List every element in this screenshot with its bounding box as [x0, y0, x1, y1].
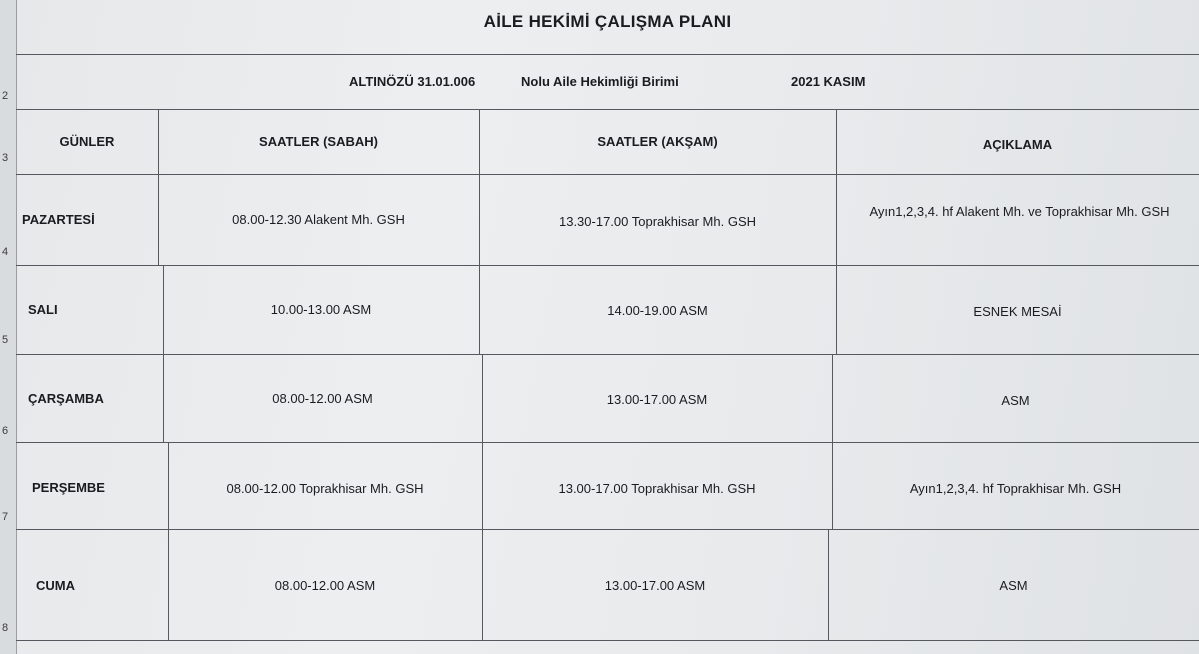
grid-line — [16, 442, 1199, 443]
grid-line — [158, 109, 159, 266]
row-number[interactable]: 5 — [2, 334, 9, 346]
evening-cell: 13.30-17.00 Toprakhisar Mh. GSH — [558, 214, 757, 229]
morning-cell: 08.00-12.00 Toprakhisar Mh. GSH — [226, 481, 424, 496]
row-number[interactable]: 2 — [2, 90, 9, 102]
header-morning: SAATLER (SABAH) — [259, 134, 378, 149]
day-cell: SALI — [28, 302, 58, 317]
unit-code: ALTINÖZÜ 31.01.006 — [349, 74, 476, 89]
grid-line — [168, 442, 169, 640]
page-title: AİLE HEKİMİ ÇALIŞMA PLANI — [483, 12, 732, 31]
evening-cell: 13.00-17.00 Toprakhisar Mh. GSH — [558, 481, 756, 496]
grid-line — [16, 354, 1199, 355]
grid-line — [16, 529, 1199, 530]
day-cell: PERŞEMBE — [32, 480, 105, 495]
note-cell: ASM — [999, 578, 1028, 593]
evening-cell: 14.00-19.00 ASM — [607, 303, 708, 318]
morning-cell: 08.00-12.00 ASM — [272, 391, 373, 406]
note-cell: Ayın1,2,3,4. hf Toprakhisar Mh. GSH — [909, 481, 1122, 496]
grid-line — [16, 109, 1199, 110]
header-days: GÜNLER — [59, 134, 115, 149]
row-number[interactable]: 8 — [2, 622, 9, 634]
grid-line — [16, 265, 1199, 266]
note-cell: ASM — [1001, 393, 1030, 408]
evening-cell: 13.00-17.00 ASM — [604, 578, 706, 593]
grid-line — [16, 640, 1199, 641]
row-number[interactable]: 4 — [2, 246, 9, 258]
grid-line — [832, 355, 833, 529]
grid-line — [16, 54, 1199, 55]
morning-cell: 10.00-13.00 ASM — [270, 302, 372, 317]
grid-line — [16, 174, 1199, 175]
day-cell: ÇARŞAMBA — [28, 391, 104, 406]
day-cell: PAZARTESİ — [22, 212, 95, 227]
unit-name: Nolu Aile Hekimliği Birimi — [521, 74, 679, 89]
day-cell: CUMA — [36, 578, 75, 593]
note-cell: ESNEK MESAİ — [973, 304, 1062, 319]
evening-cell: 13.00-17.00 ASM — [606, 392, 708, 407]
header-note: AÇIKLAMA — [982, 137, 1053, 152]
morning-cell: 08.00-12.30 Alakent Mh. GSH — [232, 212, 405, 227]
row-number[interactable]: 6 — [2, 425, 9, 437]
header-evening: SAATLER (AKŞAM) — [597, 134, 718, 149]
period: 2021 KASIM — [791, 74, 866, 89]
row-number[interactable]: 3 — [2, 152, 9, 164]
grid-line — [163, 266, 164, 442]
morning-cell: 08.00-12.00 ASM — [274, 578, 376, 593]
row-number[interactable]: 7 — [2, 511, 9, 523]
note-cell: Ayın1,2,3,4. hf Alakent Mh. ve Toprakhisar Mh. GSH — [869, 204, 1170, 219]
